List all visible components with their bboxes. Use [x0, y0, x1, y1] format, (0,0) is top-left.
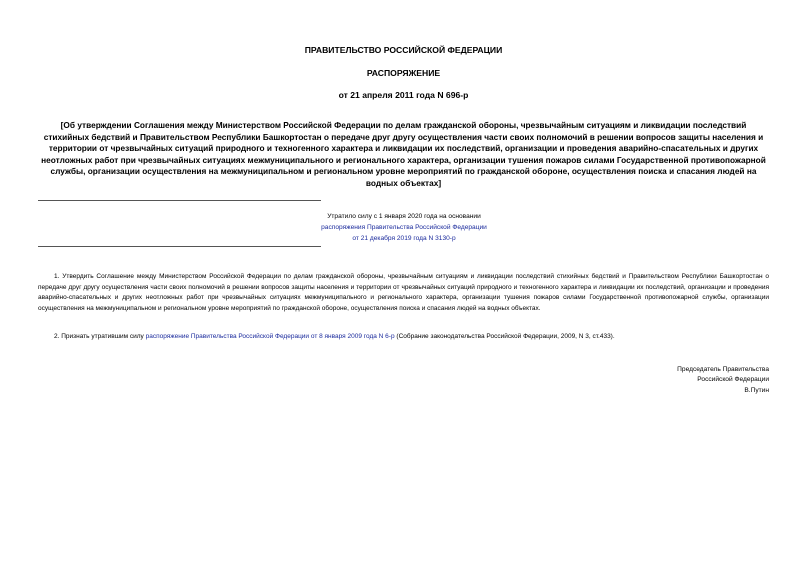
paragraph-1: 1. Утвердить Соглашение между Министерством Российской Федерации по делам гражданской обороны, чрезвычайным ситуациям и ликвидации последствий стихийных бедствий и Правительством Республики Башкортостан о передаче друг другу осуществления части своих полномочий в решении вопросов защиты населения и территории от чрезвычайных ситуаций природного и техногенного характера и ликвидации их последствий, организации и проведения аварийно-спасательных и других неотложных работ при чрезвычайных ситуациях межмуниципального и регионального характера, организации тушения пожаров силами Государственной противопожарной службы, организации осуществления на межмуниципальном и региональном уровне мероприятий по гражданской обороне, осуществления поиска и спасания людей на водных объектах. [38, 273, 769, 312]
document-date-number: от 21 апреля 2011 года N 696-р [338, 90, 469, 100]
issuing-authority: ПРАВИТЕЛЬСТВО РОССИЙСКОЙ ФЕДЕРАЦИИ [304, 45, 503, 55]
signature-position: Председатель Правительства [677, 366, 769, 373]
status-note-link[interactable] [160, 222, 648, 233]
document-type: РАСПОРЯЖЕНИЕ [366, 68, 441, 78]
paragraph-2-suffix: (Собрание законодательства Российской Федерации, 2009, N 3, ст.433). [394, 333, 615, 340]
status-note-link-continued[interactable] [160, 233, 648, 244]
signature-organization: Российской Федерации [697, 376, 769, 384]
document-title: [Об утверждении Соглашения между Министерством Российской Федерации по делам гражданской обороны, чрезвычайным ситуациям и ликвидации последствий стихийных бедствий и Правительством Республики Башкортостан о передаче друг другу осуществления части своих полномочий в решении вопросов защиты населения и территории от чрезвычайных ситуаций природного и техногенного характера и ликвидации их последствий, организации и проведения аварийно-спасательных и других неотложных работ при чрезвычайных ситуациях межмуниципального и регионального характера, организации тушения пожаров силами Государственной противопожарной службы, организации осуществления на межмуниципальном и региональном уровне мероприятий по гражданской обороне, осуществления поиска и спасания людей на водных объектах] [41, 120, 766, 188]
signature-block [677, 365, 769, 396]
status-note-text: Утратило силу с 1 января 2020 года на основании [327, 213, 481, 220]
signature-name: В.Путин [744, 386, 769, 394]
paragraph-2-prefix: 2. Признать утратившим силу [54, 333, 146, 340]
paragraph-2 [38, 332, 769, 343]
repeal-decree-link-line2[interactable]: от 21 декабря 2019 года N 3130-р [352, 235, 456, 242]
repealed-decree-link[interactable]: распоряжение Правительства Российской Федерации от 8 января 2009 года N 6-р [145, 333, 395, 340]
divider-bottom [38, 246, 321, 247]
repeal-decree-link-line1[interactable]: распоряжения Правительства Российской Федерации [321, 224, 487, 231]
divider-top [38, 200, 321, 201]
